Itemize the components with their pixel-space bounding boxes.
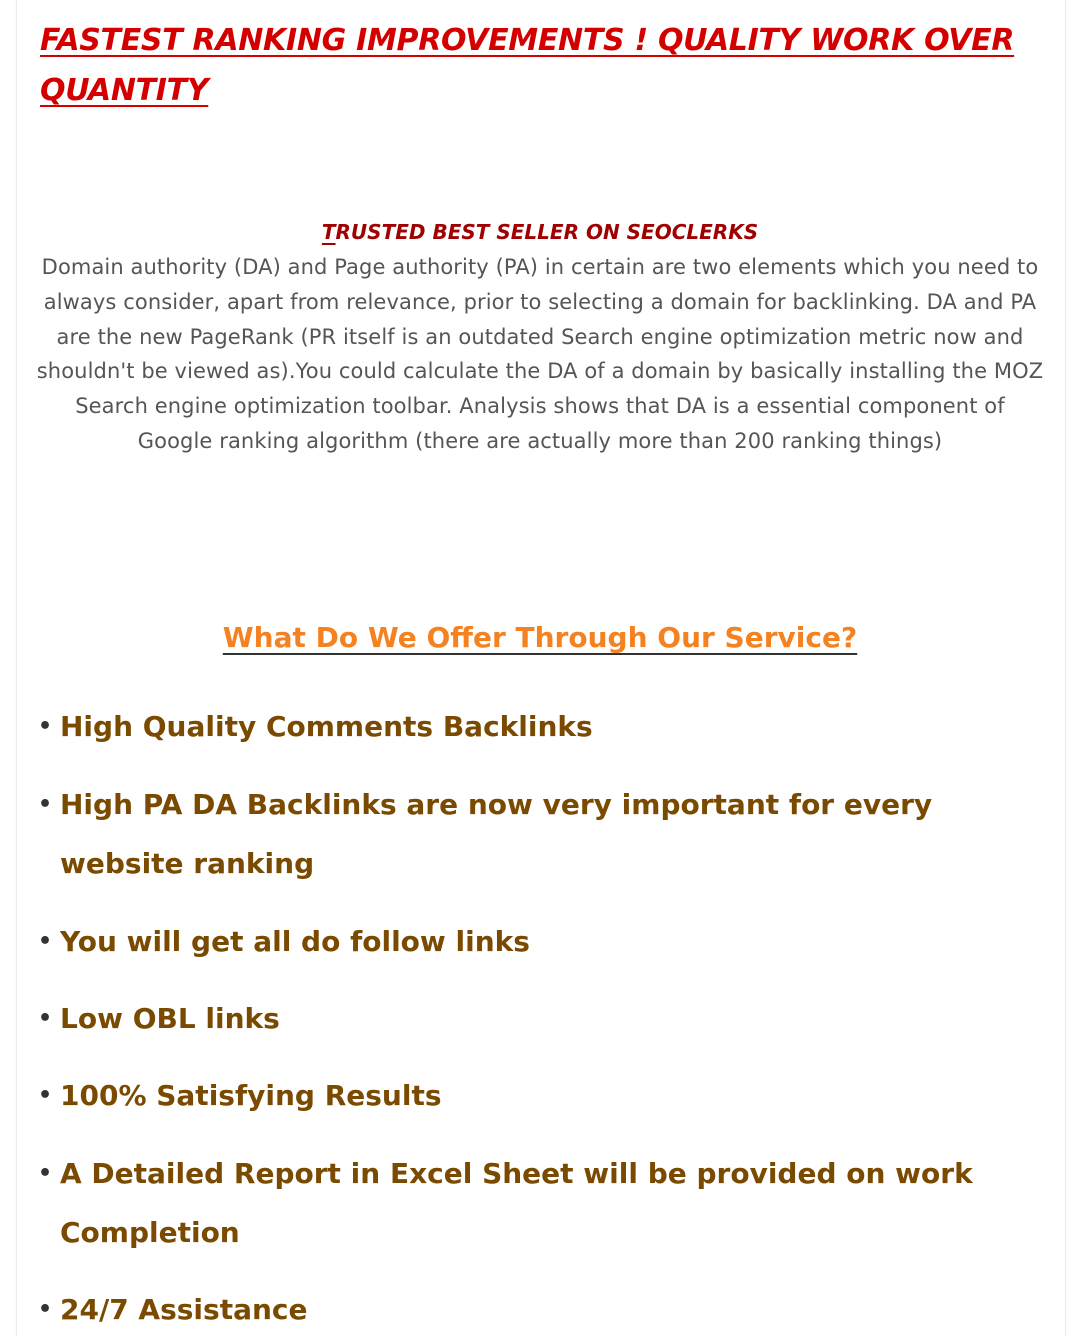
bullet-icon: • (38, 929, 53, 954)
feature-text: You will get all do follow links (60, 925, 530, 958)
feature-item (38, 697, 1020, 756)
feature-text: High PA DA Backlinks are now very important for every website ranking (60, 788, 933, 880)
feature-item (38, 1144, 1020, 1262)
headline: FASTEST RANKING IMPROVEMENTS ! QUALITY WORK OVER QUANTITY (40, 23, 1015, 108)
bullet-icon: • (38, 1083, 53, 1108)
bullet-icon: • (38, 714, 53, 739)
bullet-icon: • (38, 1006, 53, 1031)
subheading-first-letter: T (321, 220, 336, 244)
feature-item (38, 775, 1020, 893)
feature-text: High Quality Comments Backlinks (60, 710, 593, 743)
seller-subheading (0, 218, 1080, 246)
description-paragraph: Domain authority (DA) and Page authority (PA) in certain are two elements which you need to always consider, apart from relevance, prior to selecting a domain for backlinking. DA and PA are the new PageRank (PR itself is an outdated Search engine optimization metric now and shouldn't be viewed as).You could calculate the DA of a domain by basically installing the MOZ Search engine optimization toolbar. Analysis shows that DA is a essential component of Google ranking algorithm (there are actually more than 200 ranking things) (36, 255, 1044, 453)
subheading-rest: RUSTED BEST SELLER ON SEOCLERKS (335, 220, 759, 244)
bullet-icon: • (38, 1161, 53, 1186)
feature-item (38, 1066, 1020, 1125)
feature-text: Low OBL links (60, 1002, 280, 1035)
bullet-icon: • (38, 792, 53, 817)
feature-text: 24/7 Assistance (60, 1293, 308, 1326)
feature-item (38, 1280, 1020, 1336)
content-card (16, 0, 1066, 1336)
feature-item (38, 989, 1020, 1048)
offer-title-text: What Do We Offer Through Our Service? (222, 621, 858, 654)
feature-text: 100% Satisfying Results (60, 1079, 442, 1112)
feature-text: A Detailed Report in Excel Sheet will be provided on work Completion (60, 1157, 973, 1249)
feature-item (38, 912, 1020, 971)
bullet-icon: • (38, 1297, 53, 1322)
offer-section-title (0, 618, 1080, 658)
